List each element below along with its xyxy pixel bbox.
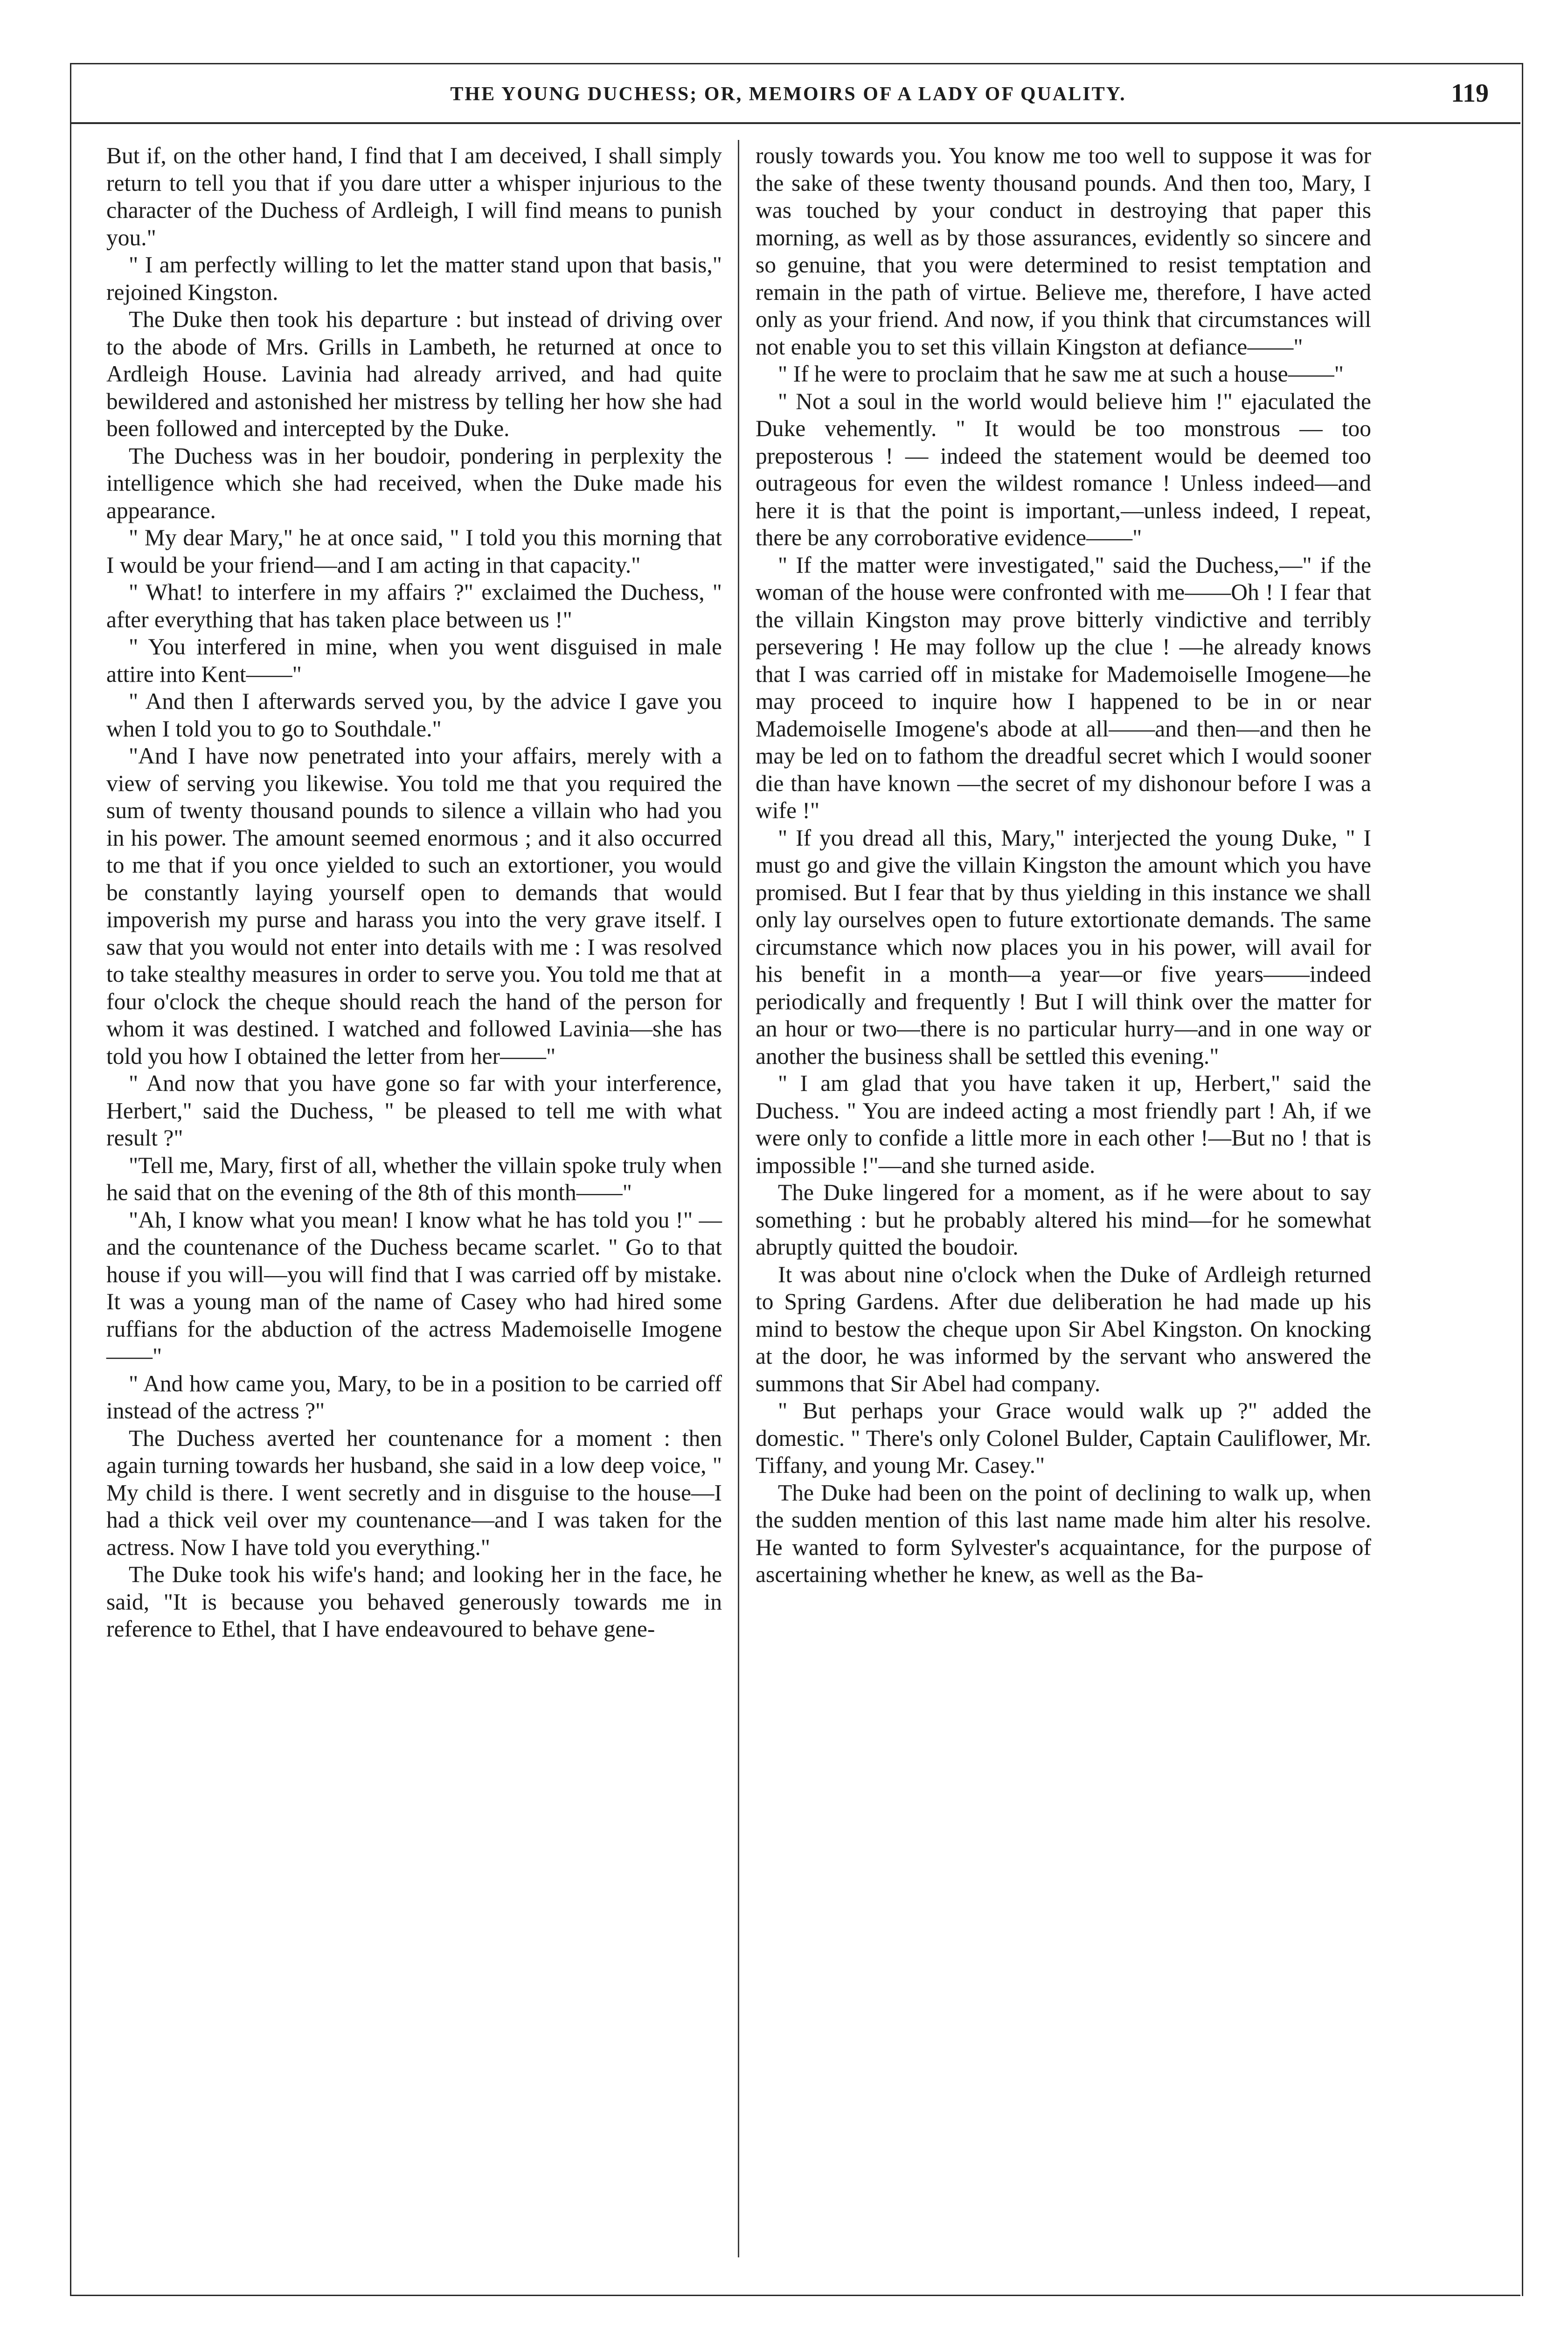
- header-rule: [70, 122, 1520, 124]
- paragraph: " What! to interfere in my affairs ?" exclaimed the Duchess, " after everything that has taken place between us !": [106, 579, 722, 632]
- paragraph: "Ah, I know what you mean! I know what he has told you !" — and the countenance of the Duchess became scarlet. " Go to that house if you will—you will find that I was carried off by mistake. It was a young man of the name of Casey who had hired some ruffians for the abduction of the actress Mademoiselle Imogene——": [106, 1207, 722, 1369]
- right-column: [756, 142, 1371, 1589]
- paragraph: " My dear Mary," he at once said, " I told you this morning that I would be your friend—and I am acting in that capacity.": [106, 525, 722, 578]
- paragraph: " If the matter were investigated," said the Duchess,—" if the woman of the house were confronted with me——Oh ! I fear that the villain Kingston may prove bitterly vindictive and terribly persevering ! He may follow up the clue ! —he already knows that I was carried off in mistake for Mademoiselle Imogene—he may proceed to inquire how I happened to be in or near Mademoiselle Imogene's abode at all——and then—and then he may be led on to fathom the dreadful secret which I would sooner die than have known —the secret of my dishonour before I was a wife !": [756, 552, 1371, 823]
- paragraph: " And then I afterwards served you, by the advice I gave you when I told you to go to Southdale.": [106, 688, 722, 742]
- paragraph: The Duke lingered for a moment, as if he were about to say something : but he probably altered his mind—for he somewhat abruptly quitted the boudoir.: [756, 1180, 1371, 1260]
- paragraph: " I am glad that you have taken it up, Herbert," said the Duchess. " You are indeed acting a most friendly part ! Ah, if we were only to confide a little more in each other !—But no ! that is impossible !"—and she turned aside.: [756, 1070, 1371, 1178]
- paragraph: " And how came you, Mary, to be in a position to be carried off instead of the actress ?": [106, 1370, 722, 1423]
- paragraph: The Duke then took his departure : but instead of driving over to the abode of Mrs. Grills in Lambeth, he returned at once to Ardleigh House. Lavinia had already arrived, and had quite bewildered and astonished her mistress by telling her how she had been followed and intercepted by the Duke.: [106, 306, 722, 441]
- column-divider: [738, 140, 739, 2257]
- paragraph: " But perhaps your Grace would walk up ?" added the domestic. " There's only Colonel Bulder, Captain Cauliflower, Mr. Tiffany, and young Mr. Casey.": [756, 1398, 1371, 1478]
- paragraph: " If he were to proclaim that he saw me at such a house——": [778, 361, 1344, 387]
- paragraph: But if, on the other hand, I find that I am deceived, I shall simply return to tell you that if you dare utter a whisper injurious to the character of the Duchess of Ardleigh, I will find means to punish you.": [106, 143, 722, 250]
- page-number: 119: [1451, 79, 1489, 108]
- paragraph: The Duchess was in her boudoir, pondering in perplexity the intelligence which she had received, when the Duke made his appearance.: [106, 443, 722, 523]
- paragraph: The Duchess averted her countenance for a moment : then again turning towards her husband, she said in a low deep voice, " My child is there. I went secretly and in disguise to the house—I had a thick veil over my countenance—and I was taken for the actress. Now I have told you everything.": [106, 1425, 722, 1560]
- paragraph: " I am perfectly willing to let the matter stand upon that basis," rejoined Kingston.: [106, 252, 722, 305]
- paragraph: It was about nine o'clock when the Duke of Ardleigh returned to Spring Gardens. After due deliberation he had made up his mind to bestow the cheque upon Sir Abel Kingston. On knocking at the door, he was informed by the servant who answered the summons that Sir Abel had company.: [756, 1261, 1371, 1396]
- paragraph: " If you dread all this, Mary," interjected the young Duke, " I must go and give the villain Kingston the amount which you have promised. But I fear that by thus yielding in this instance we shall only lay ourselves open to future extortionate demands. The same circumstance which now places you in his power, will avail for his benefit in a month—a year—or five years——indeed periodically and frequently ! But I will think over the matter for an hour or two—there is no particular hurry—and in one way or another the business shall be settled this evening.": [756, 825, 1371, 1069]
- paragraph: " Not a soul in the world would believe him !" ejaculated the Duke vehemently. " It would be too monstrous — too preposterous ! — indeed the statement would be deemed too outrageous for even the wildest romance ! Unless indeed—and here it is that the point is important,—unless indeed, I repeat, there be any corroborative evidence——": [756, 388, 1371, 550]
- paragraph: " You interfered in mine, when you went disguised in male attire into Kent——": [106, 634, 722, 687]
- paragraph: The Duke had been on the point of declining to walk up, when the sudden mention of this last name made him alter his resolve. He wanted to form Sylvester's acquaintance, for the purpose of ascertaining whether he knew, as well as the Ba-: [756, 1479, 1371, 1587]
- paragraph: "And I have now penetrated into your affairs, merely with a view of serving you likewise. You told me that you required the sum of twenty thousand pounds to silence a villain who had you in his power. The amount seemed enormous ; and it also occurred to me that if you once yielded to such an extortioner, you would be constantly laying yourself open to demands that would impoverish my purse and harass you into the very grave itself. I saw that you would not enter into details with me : I was resolved to take stealthy measures in order to serve you. You told me that at four o'clock the cheque should reach the hand of the person for whom it was destined. I watched and followed Lavinia—she has told you how I obtained the letter from her——": [106, 743, 722, 1069]
- paragraph: rously towards you. You know me too well to suppose it was for the sake of these twenty thousand pounds. And then too, Mary, I was touched by your conduct in destroying that paper this morning, as well as by those assurances, evidently so sincere and so genuine, that you were determined to resist temptation and remain in the path of virtue. Believe me, therefore, I have acted only as your friend. And now, if you think that circumstances will not enable you to set this villain Kingston at defiance——": [756, 143, 1371, 360]
- left-column: [106, 142, 722, 1643]
- running-title: THE YOUNG DUCHESS; OR, MEMOIRS OF A LADY OF QUALITY.: [450, 83, 1126, 105]
- bottom-rule: [70, 2295, 1520, 2296]
- paragraph: "Tell me, Mary, first of all, whether the villain spoke truly when he said that on the evening of the 8th of this month——": [106, 1152, 722, 1205]
- paragraph: " And now that you have gone so far with your interference, Herbert," said the Duchess, " be pleased to tell me with what result ?": [106, 1070, 722, 1151]
- paragraph: The Duke took his wife's hand; and looking her in the face, he said, "It is because you behaved generously towards me in reference to Ethel, that I have endeavoured to behave gene-: [106, 1562, 722, 1642]
